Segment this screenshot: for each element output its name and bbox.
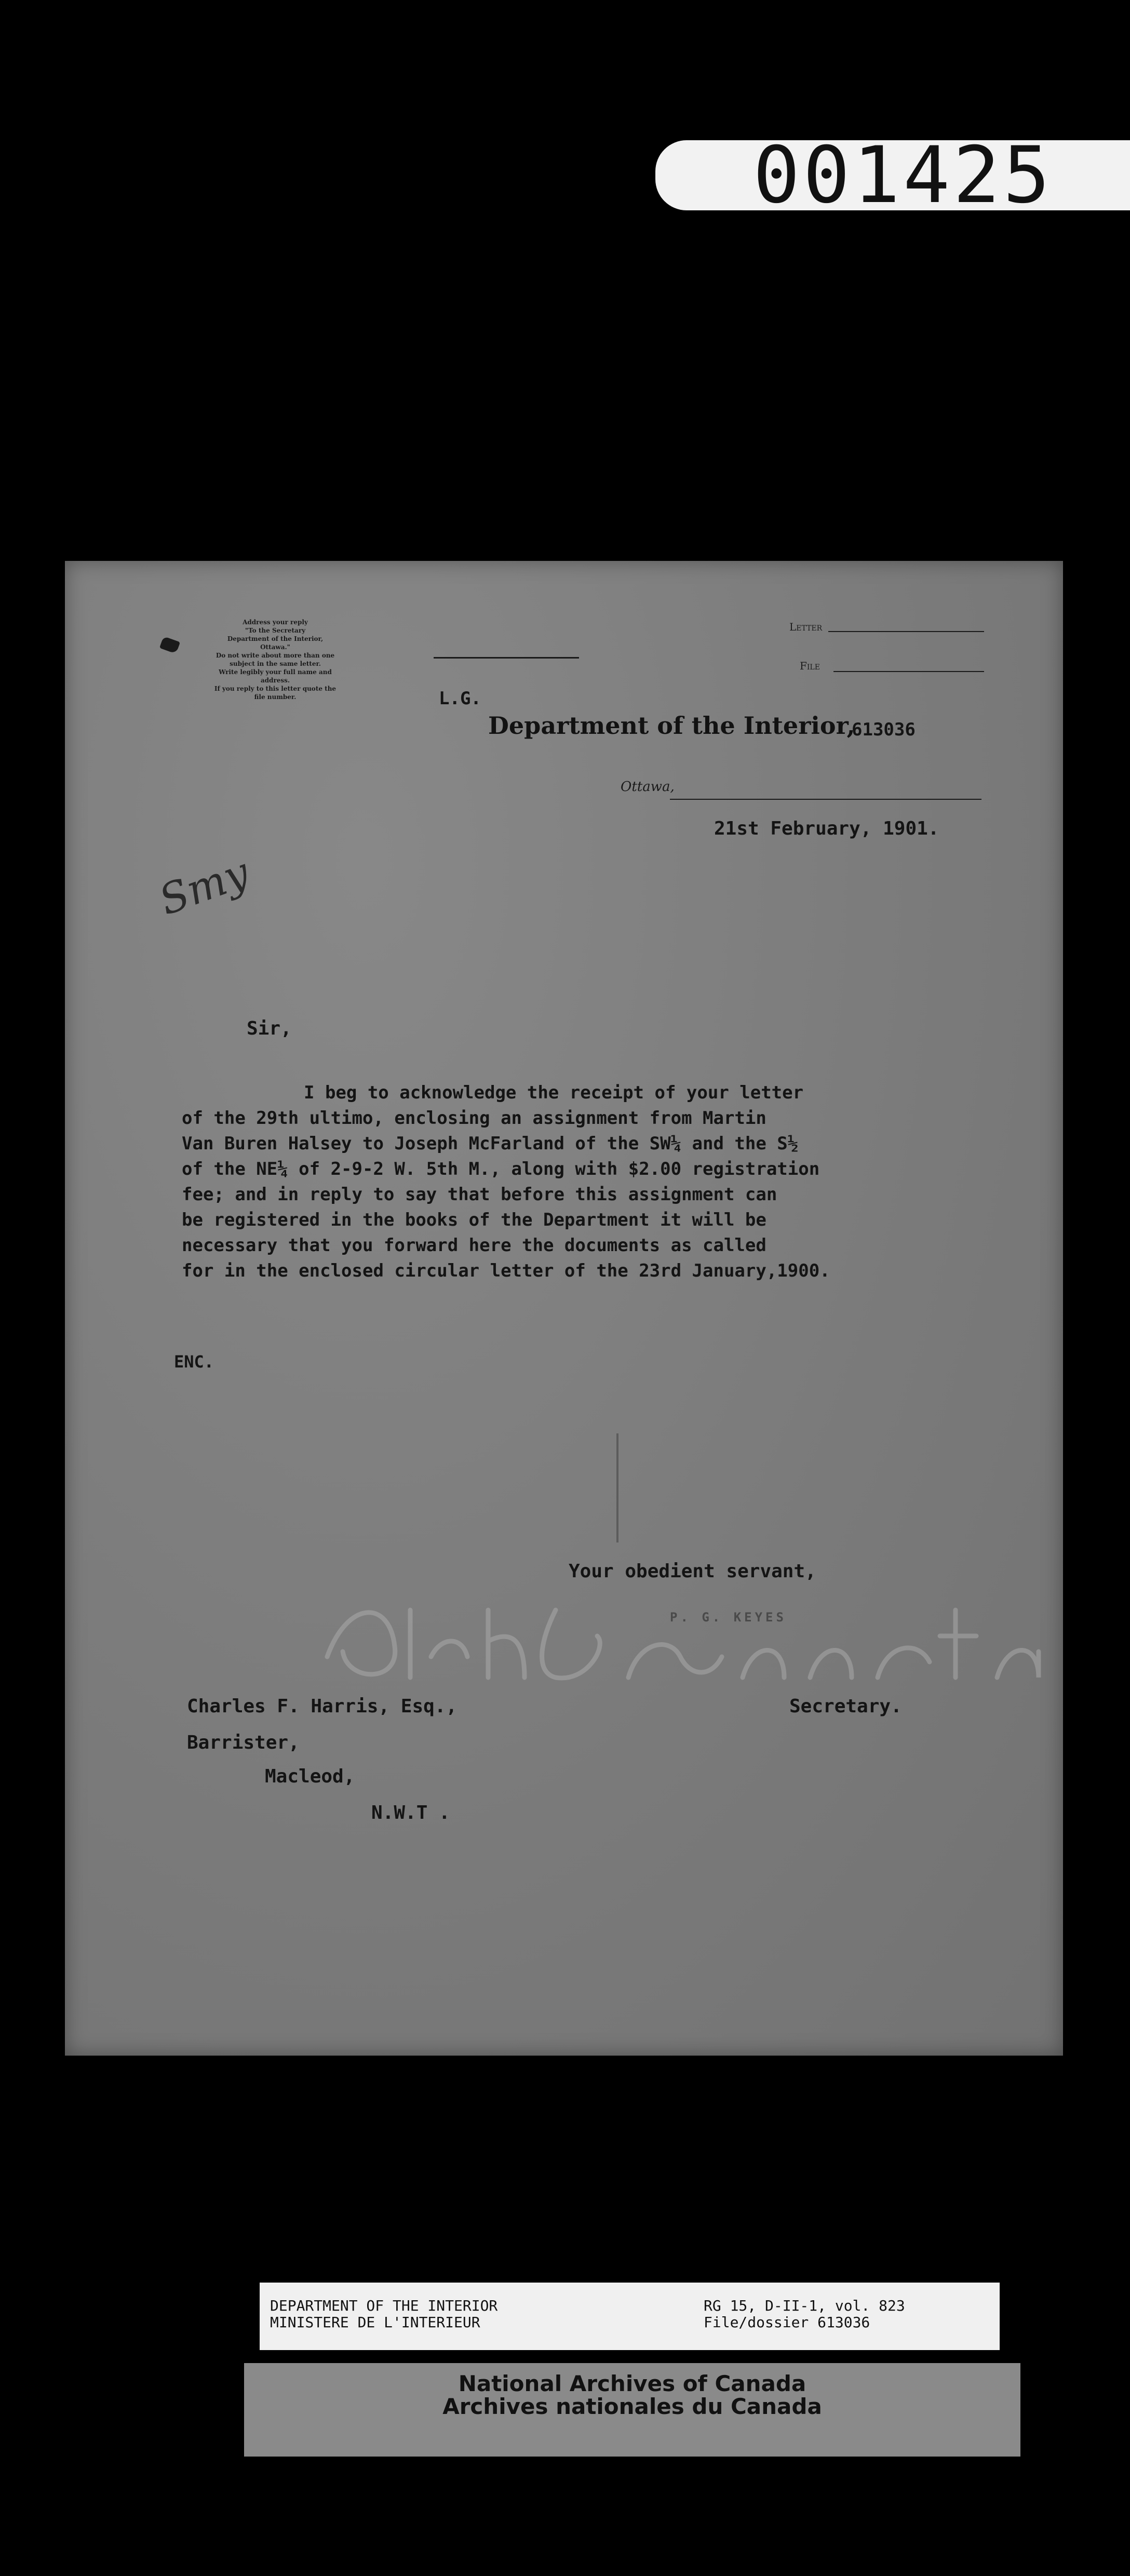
faded-signature — [317, 1579, 1075, 1693]
body-line: of the 29th ultimo, enclosing an assignment from Martin — [182, 1108, 766, 1129]
letterhead-rule — [434, 657, 579, 659]
address-note-line: Ottawa." — [260, 643, 290, 651]
archive-file: File/dossier 613036 — [704, 2314, 870, 2331]
address-note-line: Write legibly your full name and — [219, 668, 332, 676]
date-rule — [670, 799, 981, 800]
file-number: 613036 — [852, 719, 916, 740]
pencil-mark — [616, 1433, 618, 1542]
addressee-name: Charles F. Harris, Esq., — [187, 1696, 458, 1717]
body-line: I beg to acknowledge the receipt of your letter — [304, 1082, 804, 1103]
enclosure-mark: ENC. — [174, 1352, 214, 1372]
handwritten-note: Smy — [153, 848, 255, 925]
salutation: Sir, — [247, 1018, 292, 1039]
ottawa-label: Ottawa, — [621, 779, 675, 795]
body-line: Van Buren Halsey to Joseph McFarland of the SW¼ and the S½ — [182, 1133, 799, 1154]
frame-number-label: 001425 — [655, 140, 1130, 210]
address-note-line: Address your reply — [243, 619, 308, 626]
file-field-label: File — [800, 660, 820, 672]
body-line: necessary that you forward here the documents as called — [182, 1235, 766, 1256]
address-note-line: Department of the Interior, — [227, 635, 324, 642]
national-archives-label — [244, 2363, 1020, 2457]
addressee-title: Barrister, — [187, 1732, 300, 1753]
body-line: for in the enclosed circular letter of the 23rd January,1900. — [182, 1260, 830, 1281]
signer-title: Secretary. — [789, 1696, 902, 1717]
addressee-city: Macleod, — [265, 1766, 355, 1787]
address-note-line: If you reply to this letter quote the — [214, 685, 337, 692]
body-line: be registered in the books of the Department it will be — [182, 1210, 766, 1230]
address-instructions — [197, 618, 353, 701]
archive-reference-label — [260, 2283, 1000, 2350]
letter-field-rule — [828, 631, 984, 632]
address-note-line: address. — [260, 677, 290, 684]
file-field-rule — [833, 671, 984, 672]
letter-field-label: Letter — [789, 621, 823, 633]
archive-ref: RG 15, D-II-1, vol. 823 — [704, 2297, 905, 2314]
letter-body — [182, 1080, 830, 1284]
body-line: fee; and in reply to say that before this assignment can — [182, 1184, 777, 1205]
archive-dept-fr: MINISTERE DE L'INTERIEUR — [270, 2314, 480, 2331]
address-note-line: "To the Secretary — [245, 627, 306, 634]
archives-name-en: National Archives of Canada — [458, 2371, 806, 2396]
address-note-line: file number. — [254, 693, 297, 701]
closing: Your obedient servant, — [569, 1561, 816, 1582]
letter-date: 21st February, 1901. — [714, 818, 939, 839]
letter-page — [65, 561, 1063, 2056]
reference-initials: L.G. — [439, 688, 481, 709]
address-note-line: subject in the same letter. — [230, 660, 321, 667]
archives-name-fr: Archives nationales du Canada — [442, 2394, 822, 2419]
department-name: Department of the Interior, — [488, 712, 855, 740]
body-line: of the NE¼ of 2-9-2 W. 5th M., along with $2.00 registration — [182, 1159, 820, 1179]
stamp-initials: P. G. KEYES — [670, 1610, 787, 1625]
address-note-line: Do not write about more than one — [216, 652, 335, 659]
addressee-territory: N.W.T . — [371, 1802, 450, 1823]
archive-dept-en: DEPARTMENT OF THE INTERIOR — [270, 2297, 498, 2314]
pointing-hand-icon — [159, 636, 180, 654]
